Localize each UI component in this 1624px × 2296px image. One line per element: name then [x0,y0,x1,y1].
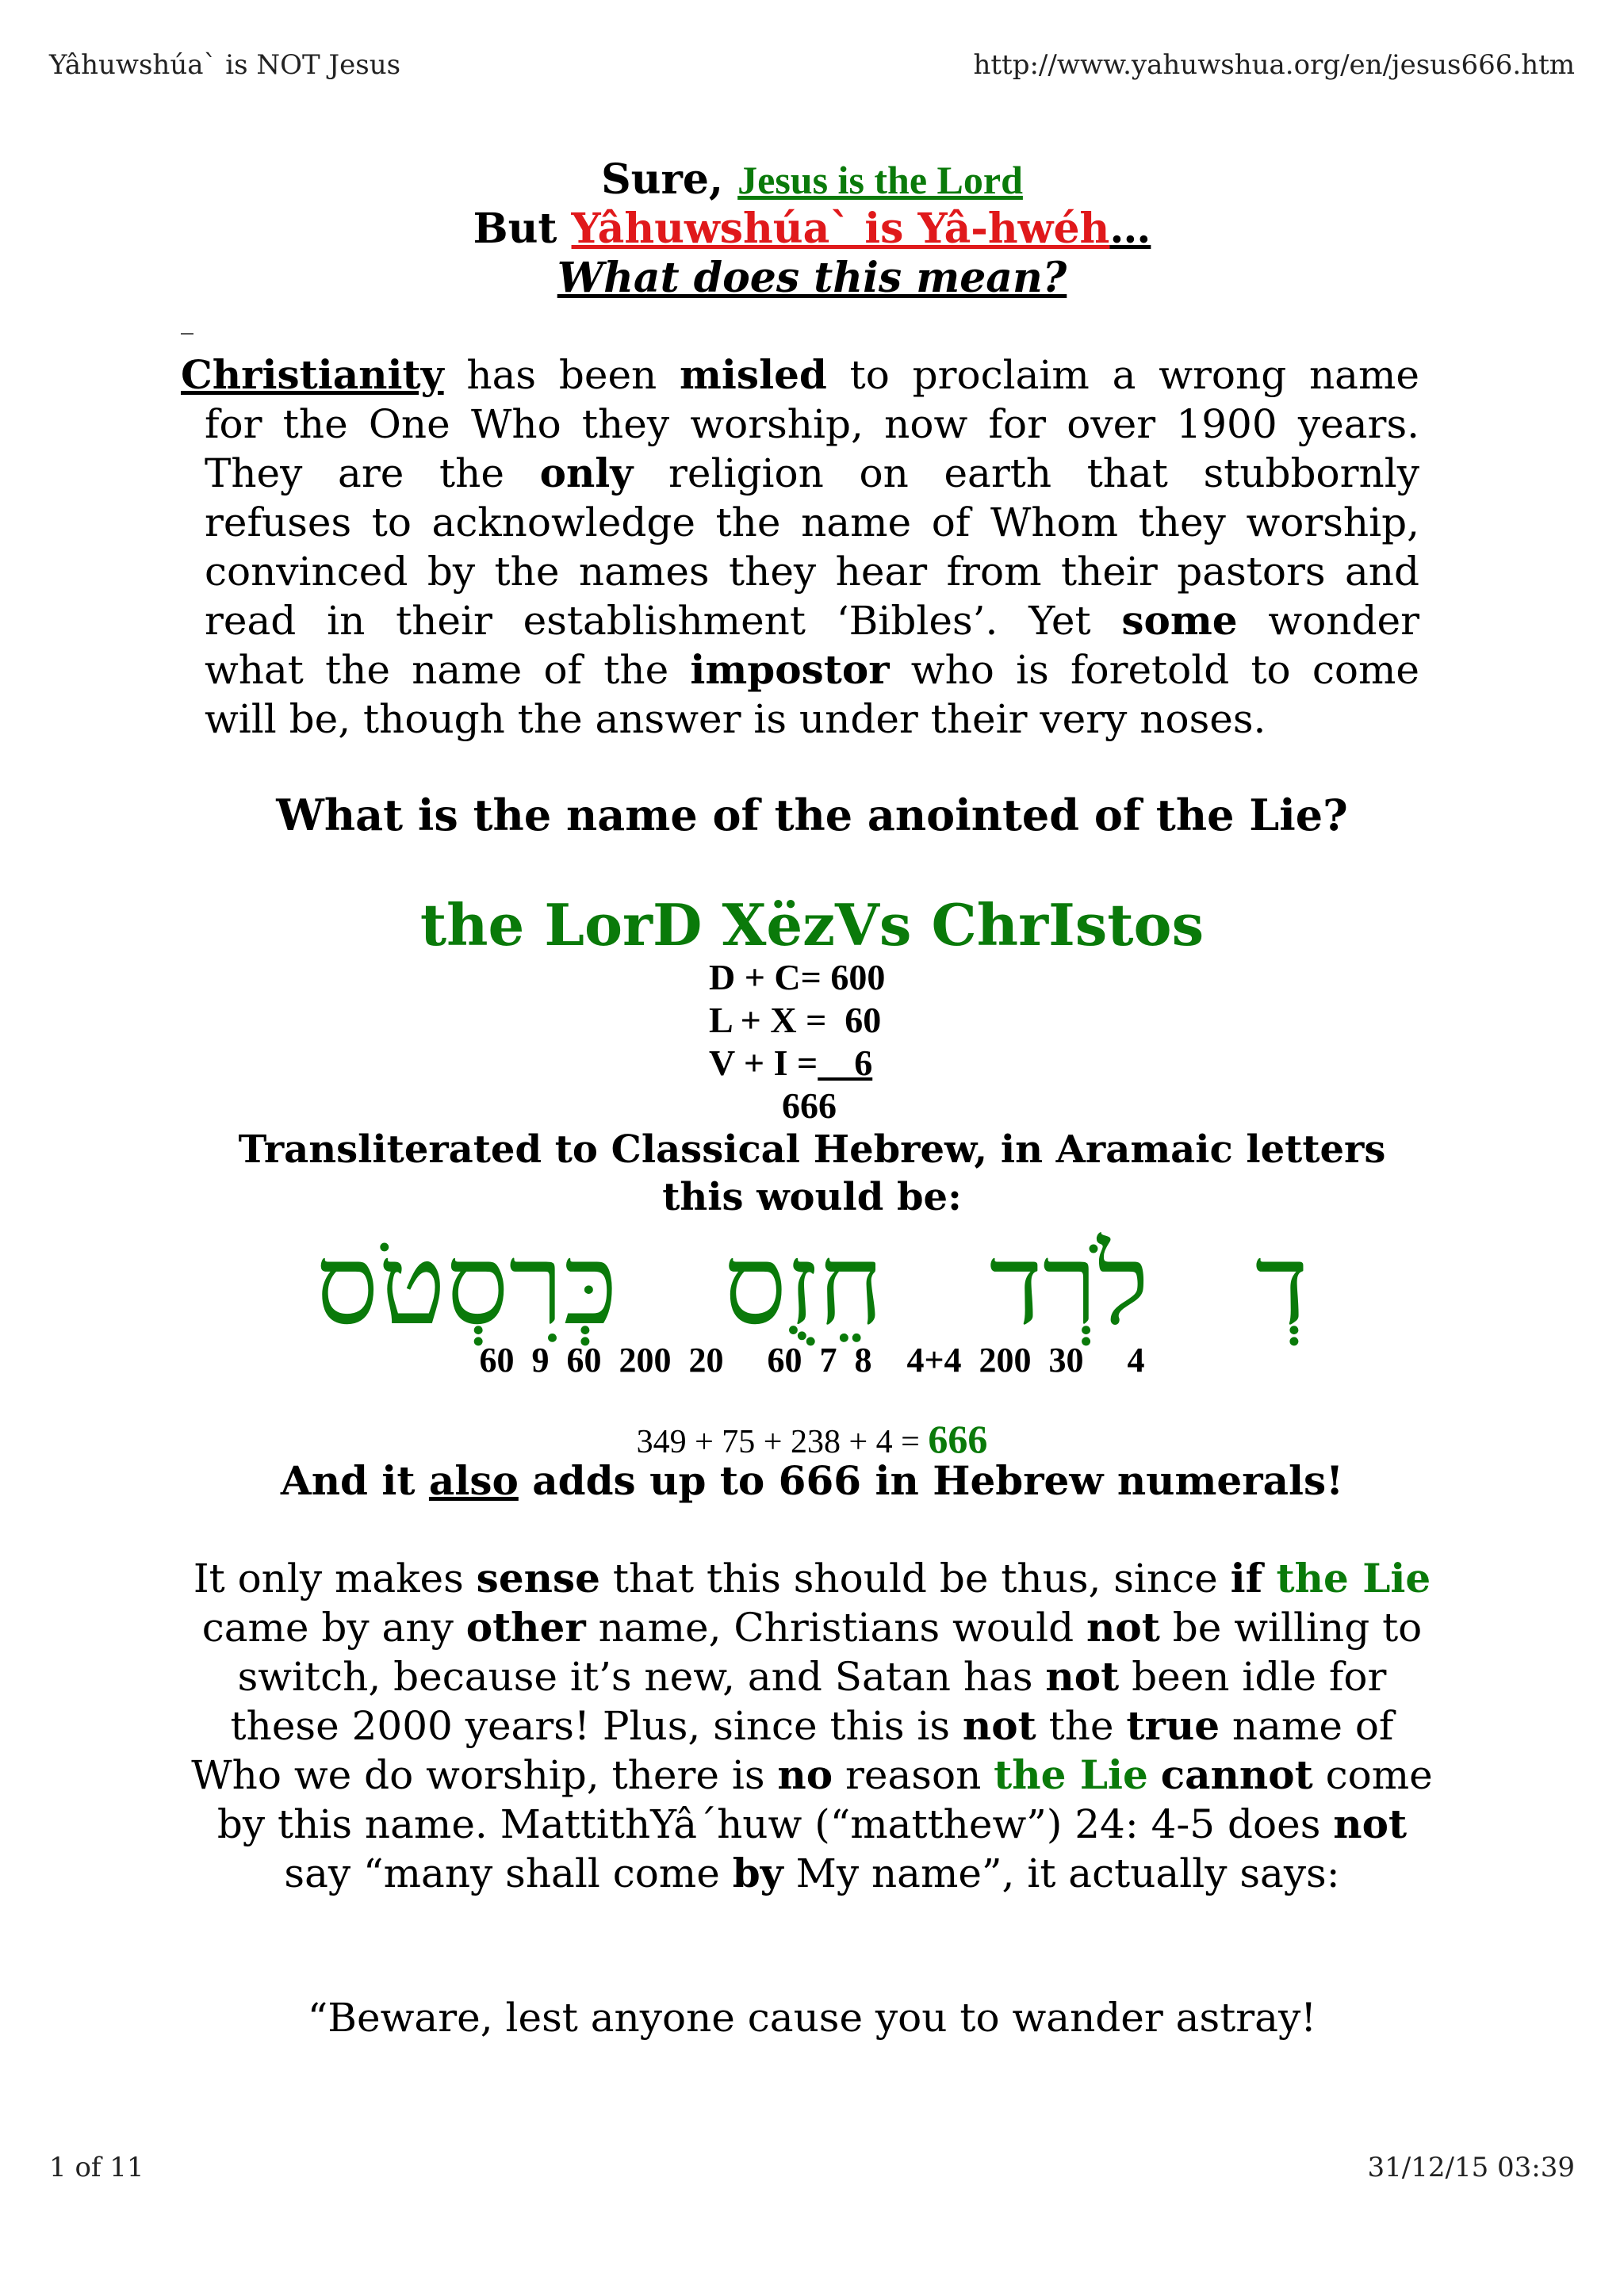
also-adds-up-line: And it also adds up to 666 in Hebrew numerals! [280,1457,1344,1504]
title-line-1: Sure, Jesus is the Lord [601,155,1023,204]
hebrew-word-christos: כְּרִסְטֹס [315,1221,619,1350]
divider-mark [181,333,193,335]
title-line-3: What does this mean? [557,254,1067,302]
yahuwshua-link[interactable]: Yâhuwshúa` is Yâ-hwéh [571,205,1110,253]
roman-numeral-sums: D + C= 600 L + X = 60 V + I = 6 666 [709,957,886,1126]
lord-name-heading: the LorD XëzVs ChrIstos [419,891,1205,959]
explanation-paragraph: It only makes sense that this should be thus, since if the Lie came by any other name, Christians would not be willing to switch, because it’s new, and Satan has not been idle for these 2000 years! Plus, since this is not the true name of Who we do worship, there is no reason the Lie cannot come by this name. MattithYâ´huw (“matthew”) 24: 4-5 does not say “many shall come by My name”, it actually says: [191,1555,1433,1896]
print-timestamp: 31/12/15 03:39 [1367,2152,1575,2183]
hebrew-word-jesus: חֵזֻס [723,1221,884,1350]
hebrew-transliteration [0,1221,1624,1350]
page-title [0,155,1624,303]
sum-equation: 349 + 75 + 238 + 4 = 666 [636,1417,988,1461]
page-header-title: Yâhuwshúa` is NOT Jesus [49,49,401,81]
hebrew-letter-values: 60 9 60 200 20 60 7 8 4+4 200 30 4 [479,1341,1145,1380]
title-line-2: But Yâhuwshúa` is Yâ-hwéh… [473,205,1151,253]
scripture-quote: “Beware, lest anyone cause you to wander astray! [307,1995,1317,2041]
intro-paragraph: Christianity has been misled to proclaim a wrong name for the One Who they worship, now for over 1900 years. They are the only religion on earth that stubbornly refuses to acknowledge the name of Whom they worship, convinced by the names they hear from their pastors and read in their establishment ‘Bibles’. Yet some wonder what the name of the impostor who is foretold to come will be, though the answer is under their very noses. [181,351,1419,742]
hebrew-word-lord: לֹרְד [989,1221,1150,1350]
word-christianity: Christianity [181,351,444,398]
hebrew-word-the: דְ [1254,1221,1309,1350]
jesus-is-the-lord-link[interactable]: Jesus is the Lord [737,158,1023,202]
transliteration-caption: Transliterated to Classical Hebrew, in Aramaic letters this would be: [238,1127,1386,1219]
page-counter: 1 of 11 [49,2152,144,2183]
page-header-url[interactable]: http://www.yahuwshua.org/en/jesus666.htm [973,49,1575,81]
section-question: What is the name of the anointed of the Lie? [276,790,1348,840]
